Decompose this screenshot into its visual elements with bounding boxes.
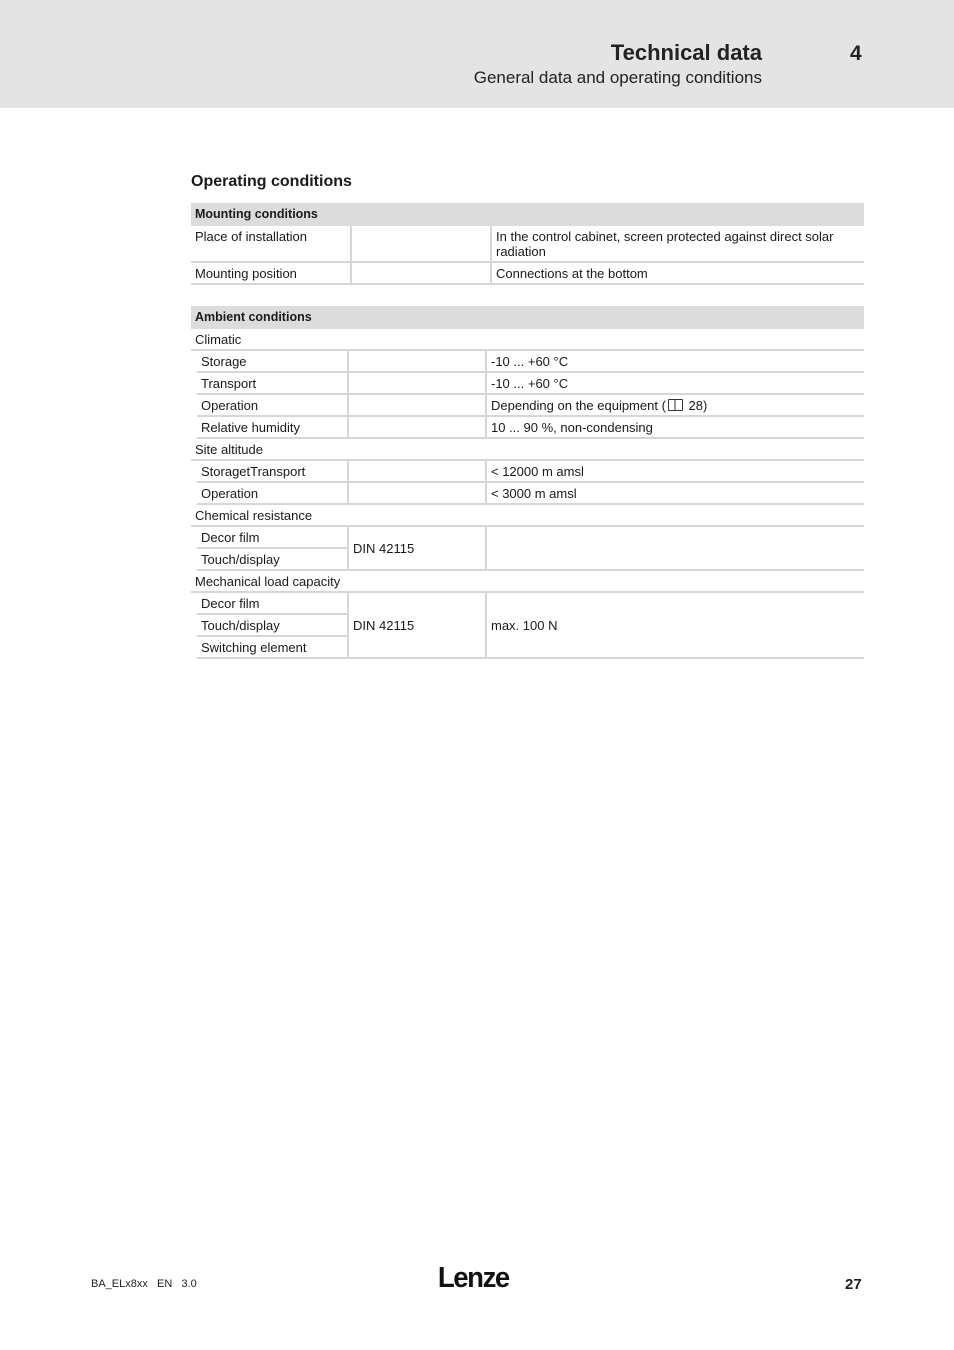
chemical-value [486,526,864,570]
table-row [191,394,864,416]
mechanical-value: max. 100 N [486,592,864,658]
storage-value: -10 ... +60 °C [486,350,864,372]
chapter-title: Technical data [610,40,762,65]
altitude-label: Site altitude [191,438,864,460]
mounting-heading: Mounting conditions [191,203,864,226]
climatic-label: Climatic [191,329,864,350]
operation-value-suffix: 28) [684,398,708,413]
group-row [191,570,864,592]
mounting-conditions-table [191,203,864,285]
table-row [191,482,864,504]
table-row [191,372,864,394]
table-row [191,592,864,614]
document-id: BA_ELx8xx EN 3.0 [91,1278,197,1290]
storage-transport-value: < 12000 m amsl [486,460,864,482]
chemical-standard: DIN 42115 [348,526,486,570]
chemical-label: Chemical resistance [191,504,864,526]
section-title: Operating conditions [191,173,352,190]
chapter-subtitle: General data and operating conditions [473,68,762,87]
operation-label: Operation [197,394,348,416]
table-row [191,526,864,548]
lenze-logo: Lenze [437,1262,509,1294]
table-row [191,226,864,262]
header-band [0,0,954,108]
table-row [191,262,864,284]
transport-label: Transport [197,372,348,394]
chemical-touch-label: Touch/display [197,548,348,570]
table-row [191,416,864,438]
mechanical-standard: DIN 42115 [348,592,486,658]
table-row [191,460,864,482]
table-heading-row [191,203,864,226]
table-heading-row [191,306,864,329]
ambient-heading: Ambient conditions [191,306,864,329]
mechanical-switching-label: Switching element [197,636,348,658]
humidity-value: 10 ... 90 %, non-condensing [486,416,864,438]
row-middle [351,226,491,262]
mechanical-label: Mechanical load capacity [191,570,864,592]
group-row [191,329,864,350]
row-value: Connections at the bottom [491,262,864,284]
chapter-number: 4 [850,42,862,65]
ambient-conditions-table [191,306,864,659]
humidity-label: Relative humidity [197,416,348,438]
mechanical-decor-label: Decor film [197,592,348,614]
altitude-operation-value: < 3000 m amsl [486,482,864,504]
book-icon [668,399,683,411]
group-row [191,504,864,526]
altitude-operation-label: Operation [197,482,348,504]
chemical-decor-label: Decor film [197,526,348,548]
mechanical-touch-label: Touch/display [197,614,348,636]
storage-label: Storage [197,350,348,372]
table-row [191,350,864,372]
transport-value: -10 ... +60 °C [486,372,864,394]
operation-value[interactable] [486,394,864,416]
page-number: 27 [845,1276,862,1293]
row-label: Place of installation [191,226,351,262]
storage-transport-label: StoragetTransport [197,460,348,482]
row-middle [351,262,491,284]
operation-value-prefix: Depending on the equipment ( [491,398,666,413]
row-value: In the control cabinet, screen protected against direct solar radiation [491,226,864,262]
group-row [191,438,864,460]
row-label: Mounting position [191,262,351,284]
